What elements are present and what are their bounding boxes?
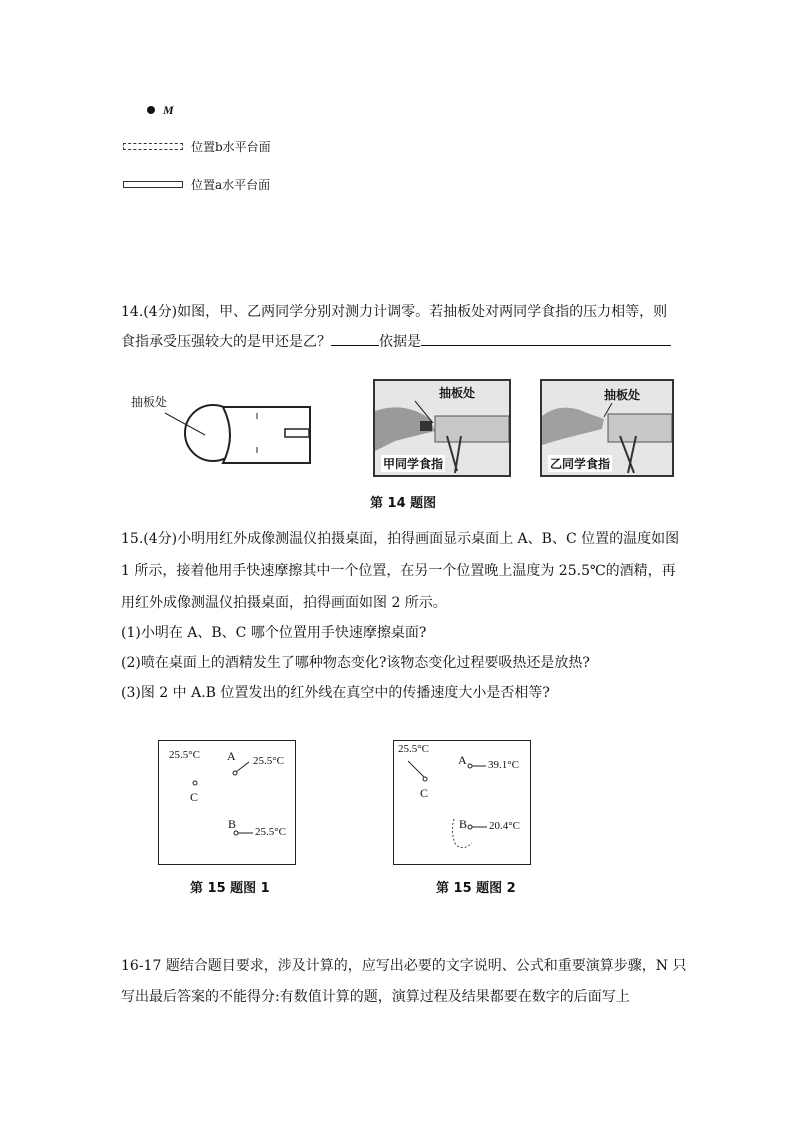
point-m-dot xyxy=(147,106,155,114)
legend-b-swatch xyxy=(123,143,183,150)
q14-basis-text: 依据是 xyxy=(379,334,421,350)
fig15-2-frame xyxy=(393,740,531,865)
point-m-label: M xyxy=(163,103,174,117)
photo-a-caption: 甲同学食指 xyxy=(383,457,444,471)
fig14-spring-scale xyxy=(125,385,315,475)
q15-line2: 1 所示，接着他用手快速摩擦其中一个位置，在另一个位置晚上温度为 25.5℃的酒精，再 xyxy=(121,563,676,579)
fig15-1-caption: 第 15 题图 1 xyxy=(190,881,270,896)
fig14-caption: 第 14 题图 xyxy=(370,496,437,511)
instructions-line2: 写出最后答案的不能得分:有数值计算的题，演算过程及结果都要在数字的后面写上 xyxy=(121,989,630,1005)
fig15-2-c-label: C xyxy=(420,786,429,800)
fig15-1-c-label: C xyxy=(190,790,199,804)
fig15-2-a-temp: 39.1°C xyxy=(488,759,519,771)
fig14-photo-b xyxy=(540,379,674,477)
q15-sub1: (1)小明在 A、B、C 哪个位置用手快速摩擦桌面? xyxy=(121,625,427,641)
fig15-1-b-temp: 25.5°C xyxy=(255,826,286,838)
legend-a-swatch xyxy=(123,181,183,188)
q15-line1: 15.(4分)小明用红外成像测温仪拍摄桌面，拍得画面显示桌面上 A、B、C 位置的温度如图 xyxy=(121,531,680,547)
fig14-left-label: 抽板处 xyxy=(131,395,168,409)
fig14-photo-a xyxy=(373,379,511,477)
fig15-1-b-label: B xyxy=(228,817,237,831)
fig15-1-a-temp: 25.5°C xyxy=(253,755,284,767)
q14-line1: 14.(4分)如图，甲、乙两同学分别对测力计调零。若抽板处对两同学食指的压力相等，则 xyxy=(121,304,668,320)
fig15-1-frame xyxy=(158,740,296,865)
fig13 xyxy=(115,95,295,205)
legend-a-label: 位置a水平台面 xyxy=(191,178,271,192)
legend-b-label: 位置b水平台面 xyxy=(191,140,271,154)
fig15-2-b-temp: 20.4°C xyxy=(489,820,520,832)
fig15-2-caption: 第 15 题图 2 xyxy=(436,881,516,896)
q15-line3: 用红外成像测温仪拍摄桌面，拍得画面如图 2 所示。 xyxy=(121,595,447,611)
instructions-line1: 16-17 题结合题目要求，涉及计算的，应写出必要的文字说明、公式和重要演算步骤，N 只 xyxy=(121,958,687,974)
fig15-1-a-label: A xyxy=(227,749,236,763)
photo-b-caption: 乙同学食指 xyxy=(550,457,611,471)
q14-answer-blank-2[interactable] xyxy=(421,331,671,346)
q14-answer-blank-1[interactable] xyxy=(331,331,379,346)
q14-line2 xyxy=(121,331,671,352)
photo-a-label: 抽板处 xyxy=(439,386,476,400)
q14-question-text: 食指承受压强较大的是甲还是乙？ xyxy=(121,334,331,350)
fig15-1-corner-temp: 25.5°C xyxy=(169,749,200,761)
fig15-2-b-label: B xyxy=(459,817,468,831)
fig15-2-a-label: A xyxy=(458,753,467,767)
photo-b-label: 抽板处 xyxy=(604,388,641,402)
q15-sub2: (2)喷在桌面上的酒精发生了哪种物态变化?该物态变化过程要吸热还是放热? xyxy=(121,655,590,671)
q15-sub3: (3)图 2 中 A.B 位置发出的红外线在真空中的传播速度大小是否相等? xyxy=(121,685,550,701)
fig15-2-corner-temp: 25.5°C xyxy=(398,743,429,755)
spring-scale-drawing xyxy=(125,385,315,475)
